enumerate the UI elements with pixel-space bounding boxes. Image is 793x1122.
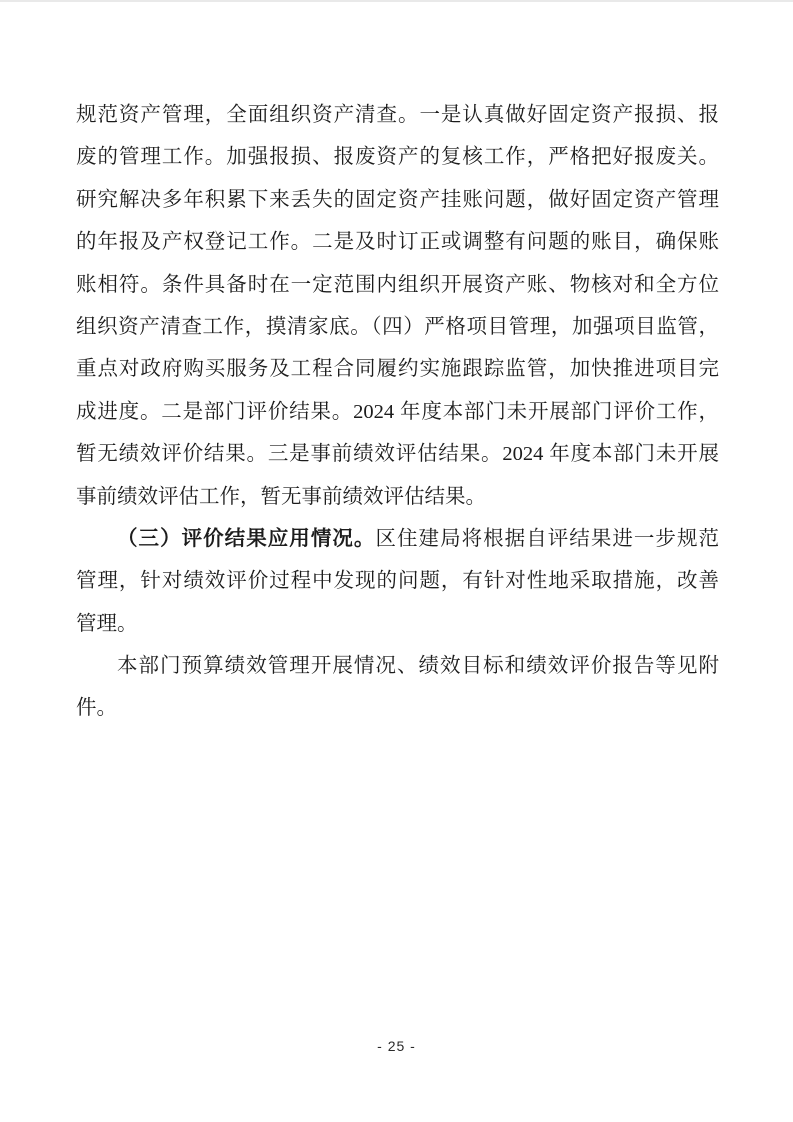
text-line: 管理。 [76,612,138,635]
text-line: 账相符。条件具备时在一定范围内组织开展资产账、物核对和全方位 [76,273,719,296]
text-line [76,518,719,560]
text-line: 事前绩效评估工作，暂无事前绩效评估结果。 [76,485,486,508]
text-line: 研究解决多年积累下来丢失的固定资产挂账问题，做好固定资产管理 [76,188,719,211]
text-line: 组织资产清查工作，摸清家底。（四）严格项目管理，加强项目监管， [76,315,719,338]
text-line: 管理，针对绩效评价过程中发现的问题，有针对性地采取措施，改善 [76,570,719,593]
text-line: 重点对政府购买服务及工程合同履约实施跟踪监管，加快推进项目完 [76,358,719,381]
text-line: 规范资产管理，全面组织资产清查。一是认真做好固定资产报损、报 [76,104,719,126]
section-heading: （三）评价结果应用情况。 [117,527,376,550]
text-run: 区住建局将根据自评结果进一步规范 [375,527,720,550]
document-body [76,94,719,730]
text-line: 件。 [76,697,117,720]
text-line: 的年报及产权登记工作。二是及时订正或调整有问题的账目，确保账 [76,231,719,254]
page-number: - 25 - [377,1038,416,1054]
text-line: 本部门预算绩效管理开展情况、绩效目标和绩效评价报告等见附 [117,655,719,678]
text-line: 暂无绩效评价结果。三是事前绩效评估结果。2024 年度本部门未开展 [76,443,719,466]
text-line: 成进度。二是部门评价结果。2024 年度本部门未开展部门评价工作， [76,400,719,423]
text-line: 废的管理工作。加强报损、报废资产的复核工作，严格把好报废关。 [76,146,719,169]
